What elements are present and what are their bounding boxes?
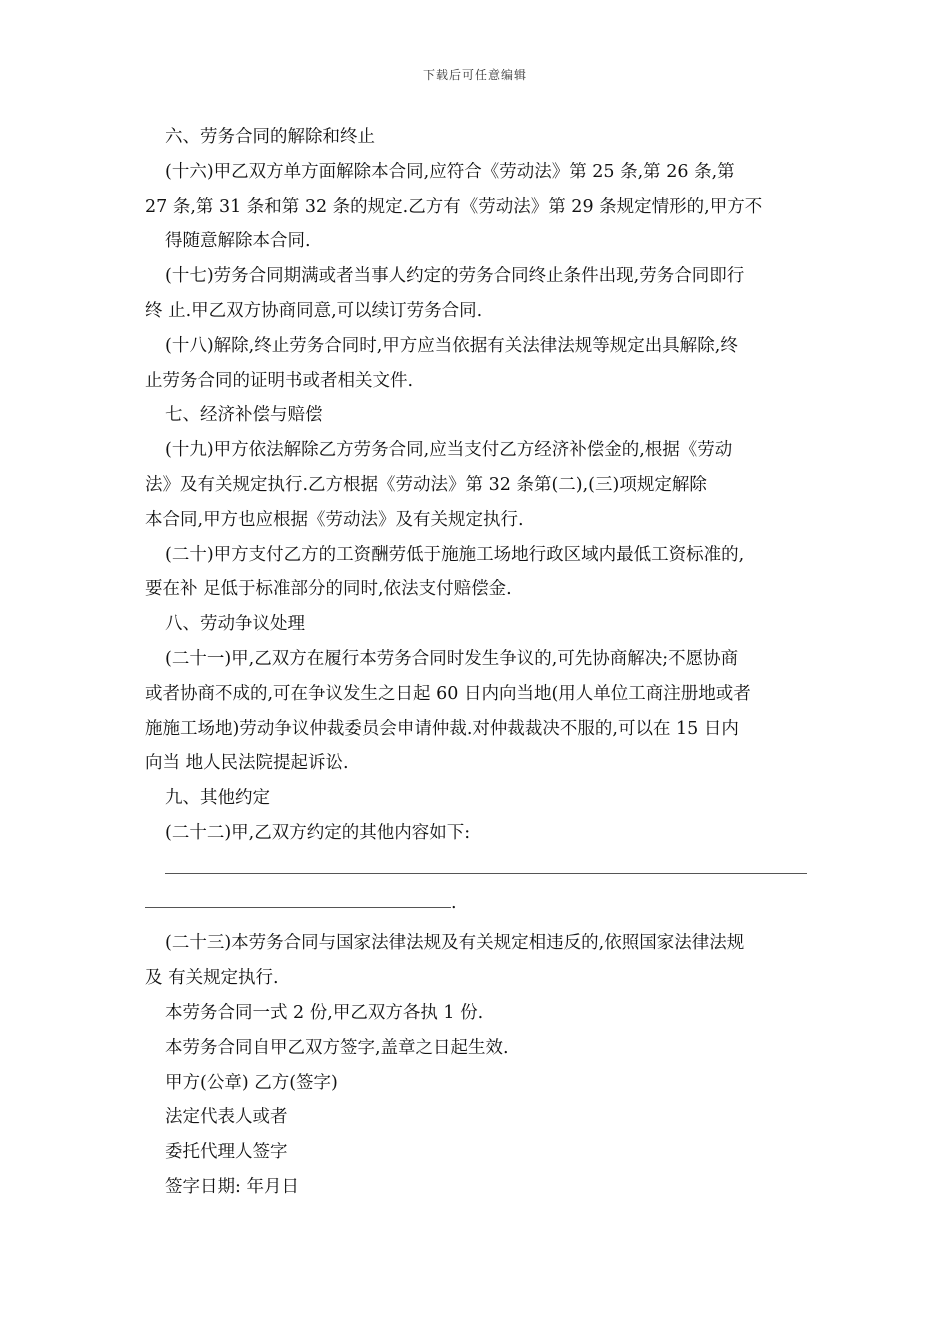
paragraph-line: 或者协商不成的,可在争议发生之日起 60 日内向当地(用人单位工商注册地或者: [145, 683, 751, 704]
period-mark: .: [451, 892, 457, 913]
paragraph-line: (二十)甲方支付乙方的工资酬劳低于施施工场地行政区域内最低工资标准的,: [165, 544, 745, 565]
paragraph-line: 要在补 足低于标准部分的同时,依法支付赔偿金.: [145, 579, 512, 600]
paragraph-line: (十六)甲乙双方单方面解除本合同,应符合《劳动法》第 25 条,第 26 条,第: [165, 161, 735, 182]
paragraph-line: 止劳务合同的证明书或者相关文件.: [145, 370, 414, 391]
underline-rule: [165, 873, 807, 874]
signature-label: 法定代表人或者: [165, 1107, 288, 1128]
paragraph-line: 及 有关规定执行.: [145, 968, 279, 989]
document-body: [145, 120, 815, 1205]
paragraph-line: 27 条,第 31 条和第 32 条的规定.乙方有《劳动法》第 29 条规定情形的,甲方不: [145, 196, 763, 217]
signature-label: 委托代理人签字: [165, 1142, 288, 1163]
paragraph-line: 终 止.甲乙双方协商同意,可以续订劳务合同.: [145, 300, 483, 321]
paragraph-line: 本劳务合同一式 2 份,甲乙双方各执 1 份.: [165, 1002, 484, 1023]
paragraph-line: (二十二)甲,乙双方约定的其他内容如下:: [165, 822, 471, 843]
paragraph-line: 本合同,甲方也应根据《劳动法》及有关规定执行.: [145, 509, 524, 530]
section-heading: 六、劳务合同的解除和终止: [165, 127, 375, 147]
paragraph-line: (二十三)本劳务合同与国家法律法规及有关规定相违反的,依照国家法律法规: [165, 933, 745, 954]
paragraph-line: (十七)劳务合同期满或者当事人约定的劳务合同终止条件出现,劳务合同即行: [165, 266, 745, 287]
paragraph-line: (二十一)甲,乙双方在履行本劳务合同时发生争议的,可先协商解决;不愿协商: [165, 648, 739, 669]
paragraph-line: 向当 地人民法院提起诉讼.: [145, 753, 349, 774]
paragraph-line: 施施工场地)劳动争议仲裁委员会申请仲裁.对仲裁裁决不服的,可以在 15 日内: [145, 718, 739, 739]
section-heading: 九、其他约定: [165, 788, 270, 809]
blank-fill-line: [145, 886, 815, 921]
paragraph-line: 法》及有关规定执行.乙方根据《劳动法》第 32 条第(二),(三)项规定解除: [145, 474, 707, 495]
signature-parties: 甲方(公章) 乙方(签字): [165, 1072, 338, 1093]
paragraph-line: 本劳务合同自甲乙双方签字,盖章之日起生效.: [165, 1037, 509, 1058]
underline-rule: [145, 907, 451, 908]
page-header: 下载后可任意编辑: [422, 68, 527, 82]
paragraph-line: (十九)甲方依法解除乙方劳务合同,应当支付乙方经济补偿金的,根据《劳动: [165, 440, 733, 461]
blank-fill-line: [145, 851, 815, 886]
signature-date: 签字日期: 年月日: [165, 1176, 299, 1197]
section-heading: 八、劳动争议处理: [165, 614, 305, 635]
paragraph-line: 得随意解除本合同.: [165, 231, 311, 252]
section-heading: 七、经济补偿与赔偿: [165, 405, 323, 426]
paragraph-line: (十八)解除,终止劳务合同时,甲方应当依据有关法律法规等规定出具解除,终: [165, 335, 738, 356]
